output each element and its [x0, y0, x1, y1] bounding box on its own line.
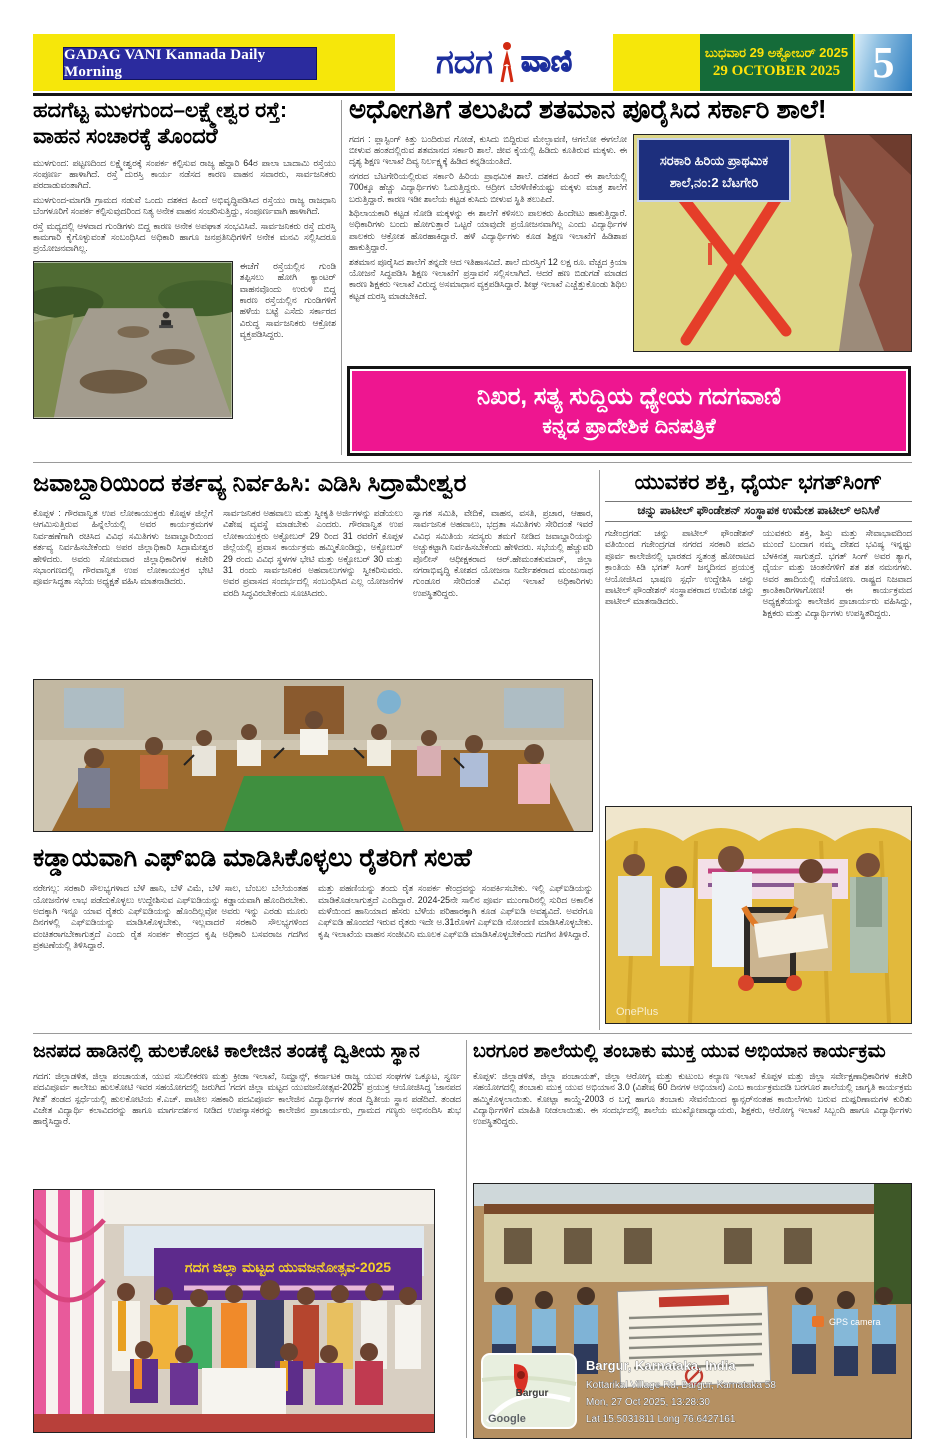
slogan-line1: ನಿಖರ, ಸತ್ಯ ಸುದ್ದಿಯ ಧ್ಯೇಯ ಗದಗವಾಣಿ: [476, 383, 782, 410]
tobacco-body: ಕೊಪ್ಪಳ: ಜಿಲ್ಲಾಡಳಿತ, ಜಿಲ್ಲಾ ಪಂಚಾಯತ್, ಜಿಲ್ಲಾ ಆರೋಗ್ಯ ಮತ್ತು ಕುಟುಂಬ ಕಲ್ಯಾಣ ಇಲಾಖೆ ಕೊಪ್ಪಳ ಮತ್ತು ಜಿಲ್ಲಾ ಸರ್ವೇಕ್ಷಣಾಧಿಕಾರಿಗಳ ಕಚೇರಿ ಸಹಯೋಗದಲ್ಲಿ ತಂಬಾಕು ಮುಕ್ತ ಯುವ ಅಭಿಯಾನ 3.0 (ವಿಶೇಷ 60 ದಿನಗಳ ಅಭಿಯಾನ) ಎಂಬ ಕಾರ್ಯಕ್ರಮದಡಿ ಬರಗೂರ ಶಾಲೆಯಲ್ಲಿ ಜಾಗೃತಿ ಕಾರ್ಯಕ್ರಮ ಹಮ್ಮಿಕೊಳ್ಳಲಾಯಿತು. ಕೋಟ್ಪಾ ಕಾಯ್ದೆ-2003 ರ ಬಗ್ಗೆ ಹಾಗೂ ತಂಬಾಕು ಸೇವನೆಯಿಂದ ಕ್ಯಾನ್ಸರ್‌ನಂತಹ ಕಾಯಿಲೆಗಳು ಬರುವ ದುಷ್ಪರಿಣಾಮಗಳ ಕುರಿತು ವಿದ್ಯಾರ್ಥಿಗಳಿಗೆ ಮಾಹಿತಿ ನೀಡಲಾಯಿತು. ಈ ಸಂದರ್ಭದಲ್ಲಿ ಶಾಲೆಯ ಮುಖ್ಯೋಪಾಧ್ಯಾಯರು, ಶಿಕ್ಷಕರು, ಆರೋಗ್ಯ ಇಲಾಖೆ ಸಿಬ್ಬಂದಿ ಹಾಗೂ ವಿದ್ಯಾರ್ಥಿಗಳು ಉಪಸ್ಥಿತರಿದ್ದರು.: [473, 1070, 912, 1127]
bhagat-column1: ಗಜೇಂದ್ರಗಡ: ಚನ್ನು ಪಾಟೀಲ್ ಫೌಂಡೇಶನ್ ವತಿಯಿಂದ ಗಜೇಂದ್ರಗಡ ನಗರದ ಸರಕಾರಿ ಪದವಿ ಪೂರ್ವ ಕಾಲೇಜಿನಲ್ಲಿ ಭಾರತದ ಸ್ವತಂತ್ರ ಹೋರಾಟದ ಕ್ರಾಂತಿಯ ಕಿಡಿ ಭಗತ್ ಸಿಂಗ್ ಜನ್ಮದಿನದ ಪ್ರಯುಕ್ತ ಆಯೋಜಿಸಿದ ಭಾಷಣ ಸ್ಪರ್ಧೆ ಉದ್ದೇಶಿಸಿ ಚನ್ನು ಪಾಟೀಲ್ ಫೌಂಡೇಶನ್ ಸಂಸ್ಥಾಪಕರಾದ ಉಮೇಶ ಚನ್ನು ಪಾಟೀಲ್ ಮಾತನಾಡಿದರು.: [605, 527, 755, 607]
gps-map-card: [482, 1354, 576, 1428]
article-school: [349, 93, 912, 352]
gps-coordinates: Lat 15.5031811 Long 76.6427161: [586, 1413, 736, 1425]
road-headline: [33, 98, 336, 151]
fid-column2: ಮತ್ತು ಪಹಣಿಯನ್ನು ತಂದು ರೈತ ಸಂಪರ್ಕ ಕೇಂದ್ರವನ್ನು ಸಂಪರ್ಕಿಸಬೇಕು. ಇಲ್ಲಿ ಎಫ್‌ಐಡಿಯನ್ನು ಮಾಡಿಕೊಡಲಾಗುತ್ತದೆ ಎಂದಿದ್ದಾರೆ. 2024-25ನೇ ಸಾಲಿನ ಪೂರ್ವ ಮುಂಗಾರಿನಲ್ಲಿ ಸುರಿದ ಅಕಾಲಿಕ ಮಳೆಯಿಂದ ಹಾನಿಯಾದ ಹೆಸರು ಬೆಳೆಯ ಪರಿಹಾರಕ್ಕಾಗಿ ಕೂಡ ಎಫ್‌ಐಡಿ ಅವಶ್ಯವಿದೆ. ಅವರೆಗೂ ಎಫ್‌ಐಡಿ ಹೊಂದದೆ ಇರುವ ರೈತರು ಇದೇ ಅ.31ರೊಳಗೆ ಎಫ್‌ಐಡಿ ನೋಂದಣಿ ಮಾಡಿಸಿಕೊಳ್ಳಬೇಕು. ಕೃಷಿ ಇಲಾಖೆಯ ವಾಹನ ಸಂಜೀವಿನಿ ಮೂಲಕ ಎಫ್‌ಐಡಿ ಮಾಡಿಸಿಕೊಳ್ಳಬೇಕೆಂದು ಗದಗಿನ ತಿಳಿಸಿದ್ದಾರೆ.: [318, 883, 593, 939]
logo-figure-icon: [497, 40, 517, 84]
school-wall-photo: [633, 134, 912, 352]
road-paragraph: ಈಚೆಗೆ ರಸ್ತೆಯಲ್ಲಿನ ಗುಂಡಿ ತಪ್ಪಿಸಲು ಹೋಗಿ ಕ್ಯಾಂಟರ್ ವಾಹನವೊಂದು ಉರುಳಿ ಬಿದ್ದ ಕಾರಣ ರಸ್ತೆಯಲ್ಲಿನ ಗುಂಡಿಗಳಿಗೆ ಹಳೆಯ ಬಟ್ಟೆ ಎಸೆದು ಸರ್ಕಾರದ ವಿರುದ್ಧ ಸಾರ್ವಜನಿಕರು ಆಕ್ರೋಶ ವ್ಯಕ್ತಪಡಿಸಿದ್ದರು.: [239, 260, 336, 340]
janapada-body: ಗದಗ: ಜಿಲ್ಲಾಡಳಿತ, ಜಿಲ್ಲಾ ಪಂಚಾಯತ, ಯುವ ಸಬಲೀಕರಣ ಮತ್ತು ಕ್ರೀಡಾ ಇಲಾಖೆ, ನಿಮ್ಹಾನ್ಸ್, ಕರ್ನಾಟಕ ರಾಜ್ಯ ಯುವ ಸಂಘಗಳ ಒಕ್ಕೂಟ, ಸ್ವರ್ಣ ಪದವಿಪೂರ್ವ ಕಾಲೇಜು ಹುಲಕೋಟಿ ಇವರ ಸಹಯೋಗದಲ್ಲಿ ಜರುಗಿದ 'ಗದಗ ಜಿಲ್ಲಾ ಮಟ್ಟದ ಯುವಜನೋತ್ಸವ-2025' ಪ್ರಯುಕ್ತ ಆಯೋಜಿಸಿದ್ದ 'ಜಾನಪದ ಗೀತೆ' ತಂಡದ ಸ್ಪರ್ಧೆಯಲ್ಲಿ ಹುಲಕೋಟಿಯ ಕೆ.ಎಚ್. ಪಾಟೀಲ ಸಹಕಾರಿ ಪದವಿಪೂರ್ವ ಕಾಲೇಜಿನ ವಿದ್ಯಾರ್ಥಿಗಳ ತಂಡ ದ್ವಿತೀಯ ಸ್ಥಾನ ಪಡೆದಿದೆ. ತಂಡದ ವಿಜೇತ ವಿದ್ಯಾರ್ಥಿ ಕಲಾವಿದರನ್ನು ಹಾಗೂ ಮಾರ್ಗದರ್ಶನ ನೀಡಿದ ಉಪನ್ಯಾಸಕರನ್ನು ಕಾಲೇಜಿನ ಪ್ರಾಚಾರ್ಯರು, ಗ್ರಾಮದ ಗಣ್ಯರು ಅಭಿನಂದಿಸಿ ಶುಭ ಹಾರೈಸಿದ್ದಾರೆ.: [33, 1070, 461, 1127]
gps-address: Kottarikal Village Rd, Bargur, Karnataka 58: [586, 1379, 776, 1391]
road-paragraph: ಮುಳಗುಂದ: ಪಟ್ಟಣದಿಂದ ಲಕ್ಷ್ಮೇಶ್ವರಕ್ಕೆ ಸಂಪರ್ಕ ಕಲ್ಪಿಸುವ ರಾಜ್ಯ ಹೆದ್ದಾರಿ 64ರ ಪಾಲಾ ಬಾದಾಮಿ ರಸ್ತೆಯು ಸಂಪೂರ್ಣ ಹಾಳಾಗಿದೆ. ರಸ್ತೆ ದುರಸ್ತಿ ಕಾರ್ಯ ನಡೆಸದ ಕಾರಣ ವಾಹನ ಸವಾರರು, ಸಾರ್ವಜನಿಕರು ಪರದಾಡುವಂತಾಗಿದೆ.: [33, 157, 336, 191]
article-tobacco: [473, 1040, 912, 1439]
school-paragraph: ನಗರದ ಬೆಟಗೇರಿಯಲ್ಲಿರುವ ಸರ್ಕಾರಿ ಹಿರಿಯ ಪ್ರಾಥಮಿಕ ಶಾಲೆ. ದಶಕದ ಹಿಂದೆ ಈ ಶಾಲೆಯಲ್ಲಿ 700ಕ್ಕೂ ಹೆಚ್ಚು ವಿದ್ಯಾರ್ಥಿಗಳು ಓದುತ್ತಿದ್ದರು. ಆದ್ರೀಗ ಬೆರಳೆಣಿಕೆಯಷ್ಟು ಮಕ್ಕಳು ಮಾತ್ರ ಶಾಲೆಗೆ ಬರುತ್ತಿದ್ದಾರೆ. ಕಾರಣ ಇಡೀ ಶಾಲೆಯ ಕಟ್ಟಡ ಕುಸಿದು ಬೀಳುವ ಸ್ಥಿತಿ ತಲುಪಿದೆ.: [349, 170, 627, 204]
date-english: 29 OCTOBER 2025: [712, 63, 841, 79]
column-divider: [341, 100, 342, 455]
section-divider: [33, 1033, 912, 1034]
date-box: [700, 34, 853, 91]
road-side-text: [240, 261, 336, 419]
sign-text-line2: ಶಾಲೆ,ನಂ:2 ಬೆಟಗೇರಿ: [669, 174, 759, 190]
school-paragraph: ಶತಮಾನ ಪೂರೈಸಿದ ಶಾಲೆಗೆ ತನ್ನದೇ ಆದ ಇತಿಹಾಸವಿದೆ. ಶಾಲೆ ದುರಸ್ತಿಗೆ 12 ಲಕ್ಷ ರೂ. ವೆಚ್ಚದ ಕ್ರಿಯಾ ಯೋಜನೆ ಸಿದ್ಧಪಡಿಸಿ ಶಿಕ್ಷಣ ಇಲಾಖೆಗೆ ಪ್ರಸ್ತಾವನೆ ಸಲ್ಲಿಸಲಾಗಿದೆ. ಆದರೆ ಹಣ ಬಿಡುಗಡೆ ಮಾಡದ ಕಾರಣ ಶಿಕ್ಷಕರು ಇಲಾಖೆ ವಿರುದ್ಧ ಅಸಮಾಧಾನ ವ್ಯಕ್ತಪಡಿಸಿದ್ದಾರೆ. ಶೀಘ್ರ ಇಲಾಖೆ ಎಚ್ಚೆತ್ತುಕೊಂಡು ಶಿಥಿಲ ಕಟ್ಟಡ ದುರಸ್ತಿ ಮಾಡಬೇಕಿದೆ.: [349, 256, 627, 301]
road-paragraph: ಮುಳಗುಂದ-ಮಾಗಡಿ ಗ್ರಾಮದ ನಡುವೆ ಒಂದು ದಶಕದ ಹಿಂದೆ ಅಭಿವೃದ್ಧಿಪಡಿಸಿದ ರಸ್ತೆಯು ರಾಜ್ಯ ರಾಜಧಾನಿ ಬೆಂಗಳೂರಿಗೆ ಸಂಪರ್ಕ ಕಲ್ಪಿಸುವುದರಿಂದ ನಿತ್ಯ ಅನೇಕ ವಾಹನ ಸಂಚರಿಸುತ್ತಿದ್ದು, ಸಂಪೂರ್ಣವಾಗಿ ಹಾಳಾಗಿದೆ.: [33, 194, 336, 217]
bhagat-subhead: ಚನ್ನು ಪಾಟೀಲ್ ಫೌಂಡೇಶನ್ ಸಂಸ್ಥಾಪಕ ಉಮೇಶ ಪಾಟೀಲ್ ಅನಿಸಿಕೆ: [605, 501, 912, 522]
bhagat-column2: ಯುವಕರು ಶಕ್ತಿ, ಶಿಸ್ತು ಮತ್ತು ಸೇವಾಭಾವದಿಂದ ಮುಂದೆ ಬಂದಾಗ ನಮ್ಮ ದೇಶದ ಭವಿಷ್ಯ ಇನ್ನಷ್ಟು ಬೆಳಕಿನತ್ತ ಸಾಗುತ್ತದೆ. ಭಗತ್ ಸಿಂಗ್ ಅವರ ತ್ಯಾಗ, ಧೈರ್ಯ ಮತ್ತು ಚಿಂತನೆಗಳಿಗೆ ಶತ ಶತ ನಮನಗಳು. ಅವರ ಹಾದಿಯಲ್ಲಿ ನಡೆಯೋಣ. ರಾಷ್ಟ್ರದ ನಿಜವಾದ ಕ್ರಾಂತಿಕಾರಿಗಳಾಗೋಣ! ಈ ಕಾರ್ಯಕ್ರಮದ ಅಧ್ಯಕ್ಷತೆಯನ್ನು ಕಾಲೇಜಿನ ಪ್ರಾಚಾರ್ಯರು ವಹಿಸಿದ್ದು, ಶಿಕ್ಷಕರು ಮತ್ತು ವಿದ್ಯಾರ್ಥಿಗಳು ಉಪಸ್ಥಿತರಿದ್ದರು.: [762, 527, 912, 618]
school-content-row: [349, 134, 912, 352]
sign-text-line1: ಸರಕಾರಿ ಹಿರಿಯ ಪ್ರಾಥಮಿಕ: [659, 152, 769, 168]
pink-curtain: [34, 1190, 104, 1432]
fid-body: [33, 883, 593, 1013]
stage-table: [202, 1368, 286, 1414]
fid-headline: ಕಡ್ಡಾಯವಾಗಿ ಎಫ್‌ಐಡಿ ಮಾಡಿಸಿಕೊಳ್ಳಲು ರೈತರಿಗೆ ಸಲಹೆ: [33, 844, 472, 872]
oneplus-watermark: OnePlus: [616, 1005, 659, 1018]
adc-headline: ಜವಾಬ್ದಾರಿಯಿಂದ ಕರ್ತವ್ಯ ನಿರ್ವಹಿಸಿ: ಎಡಿಸಿ ಸಿದ್ರಾಮೇಶ್ವರ: [33, 470, 467, 497]
logo-word-vani: ವಾಣಿ: [520, 45, 573, 78]
adc-body: [33, 508, 593, 673]
logo-word-gadag: ಗದಗ: [435, 42, 493, 80]
column-divider: [466, 1040, 467, 1438]
fid-column1: ನರೇಗಲ್ಲ: ಸರಕಾರಿ ಸೌಲಭ್ಯಗಳಾದ ಬೆಳೆ ಹಾನಿ, ಬೆಳೆ ವಿಮೆ, ಬೆಳೆ ಸಾಲ, ಬೆಂಬಲ ಬೆಲೆಯಂತಹ ಯೋಜನೆಗಳ ಲಾಭ ಪಡೆದುಕೊಳ್ಳಲು ಉದ್ದೇಶಿಸುವ ಎಫ್‌ಐಡಿಯನ್ನು ಕಡ್ಡಾಯವಾಗಿ ಹೊಂದಿರಬೇಕು. ಅದಕ್ಕಾಗಿ ಇನ್ನೂ ಯಾವ ರೈತರು ಎಫ್‌ಐಡಿಯನ್ನು ಹೊಂದಿಲ್ಲವೋ ಅವರು ಇನ್ನು ಎರಡು ಮೂರು ದಿನಗಳಲ್ಲಿ ಎಫ್‌ಐಡಿಯನ್ನು ಮಾಡಿಸಿಕೊಳ್ಳಬೇಕು, ಇಲ್ಲವಾದರೆ ಸರಕಾರಿ ಸೌಲಭ್ಯಗಳಿಂದ ವಂಚಿತರಾಗಬೇಕಾಗುತ್ತದೆ ಎಂದು ರೈತ ಸಂಪರ್ಕ ಕೇಂದ್ರದ ಕೃಷಿ ಅಧಿಕಾರಿ ಬಸವರಾಜ ಗದಗಿನ ಪ್ರಕಟಣೆಯಲ್ಲಿ ತಿಳಿಸಿದ್ದಾರೆ.: [33, 883, 308, 951]
gps-datetime: Mon, 27 Oct 2025, 13:28:30: [586, 1396, 710, 1408]
tobacco-headline: ಬರಗೂರ ಶಾಲೆಯಲ್ಲಿ ತಂಬಾಕು ಮುಕ್ತ ಯುವ ಅಭಿಯಾನ ಕಾರ್ಯಕ್ರಮ: [473, 1041, 886, 1062]
date-kannada: ಬುಧವಾರ 29 ಅಕ್ಟೋಬರ್ 2025: [704, 45, 849, 60]
newspaper-logo: [395, 28, 613, 96]
road-headline-line1: ಹದಗೆಟ್ಟ ಮುಳಗುಂದ–ಲಕ್ಷ್ಮೇಶ್ವರ ರಸ್ತೆ:: [33, 99, 288, 122]
gps-camera-badge-label: GPS camera: [829, 1316, 881, 1327]
slogan-line2: ಕನ್ನಡ ಪ್ರಾದೇಶಿಕ ದಿನಪತ್ರಿಕೆ: [542, 415, 716, 438]
damaged-road-photo: [33, 261, 233, 419]
school-paragraph: ಗದಗ : ಪ್ಲಾಸ್ಟಿಂಗ್ ಕಿತ್ತು ಬಂದಿರುವ ಗೋಡೆ, ಕುಸಿದು ಬಿದ್ದಿರುವ ಮೇಲ್ಛಾವಣಿ, ಆಗಲೋ ಈಗಲೋ ಬೀಳುವ ಹಂತದಲ್ಲಿರುವ ಶತಮಾನದ ಸರ್ಕಾರಿ ಶಾಲೆ. ಜೀವ ಕೈಯಲ್ಲಿ ಹಿಡಿದು ಕೂತಿರುವ ಮಕ್ಕಳು. ಈ ದೃಶ್ಯ ಶಿಕ್ಷಣ ಇಲಾಖೆ ದಿವ್ಯ ನಿರ್ಲಕ್ಷ್ಯಕ್ಕೆ ಹಿಡಿದ ಕನ್ನಡಿಯಂತಿದೆ.: [349, 133, 627, 167]
award-ceremony-photo: [605, 806, 912, 1024]
gps-camera-badge: [812, 1316, 881, 1327]
map-place-label: Bargur: [515, 1387, 549, 1399]
article-bhagat: [605, 469, 912, 1024]
school-sign-board: [638, 139, 790, 201]
slogan-banner: [347, 366, 911, 456]
school-campaign-photo: [473, 1183, 912, 1439]
road-body: [33, 158, 336, 255]
janapada-headline: ಜನಪದ ಹಾಡಿನಲ್ಲಿ ಹುಲಕೋಟಿ ಕಾಲೇಜಿನ ತಂಡಕ್ಕೆ ದ್ವಿತೀಯ ಸ್ಥಾನ: [33, 1041, 420, 1062]
column-divider: [599, 470, 600, 1030]
road-photo-row: [33, 261, 336, 419]
google-logo: Google: [488, 1412, 526, 1425]
gps-location: Bargur, Karnataka, India: [586, 1357, 736, 1373]
article-janapada: [33, 1040, 461, 1433]
adc-column1: ಕೊಪ್ಪಳ : ಗೌರವಾನ್ವಿತ ಉಪ ಲೋಕಾಯುಕ್ತರು ಕೊಪ್ಪಳ ಜಿಲ್ಲೆಗೆ ಆಗಮಿಸುತ್ತಿರುವ ಹಿನ್ನೆಲೆಯಲ್ಲಿ ಅವರ ಕಾರ್ಯಕ್ರಮಗಳ ನಿರ್ವಹಣೆಗಾಗಿ ರಚಿಸಿದ ವಿವಿಧ ಸಮಿತಿಗಳು ಜವಾಬ್ದಾರಿಯಿಂದ ಕರ್ತವ್ಯ ನಿರ್ವಹಿಸಬೇಕೆಂದು ಅಪರ ಜಿಲ್ಲಾಧಿಕಾರಿ ಸಿದ್ರಾಮೇಶ್ವರ ಹೇಳಿದರು. ಅವರು ಸೋಮವಾರ ಜಿಲ್ಲಾಧಿಕಾರಿಗಳ ಕಚೇರಿ ಸಭಾಂಗಣದಲ್ಲಿ ಗೌರವಾನ್ವಿತ ಉಪ ಲೋಕಾಯುಕ್ತರ ಭೇಟಿ ಪೂರ್ವಸಿದ್ಧತಾ ಸಭೆಯ ಅಧ್ಯಕ್ಷತೆ ವಹಿಸಿ ಮಾತನಾಡಿದರು.: [33, 508, 213, 587]
page-number: 5: [855, 34, 912, 91]
road-paragraph: ರಸ್ತೆ ಮಧ್ಯದಲ್ಲಿ ಆಳವಾದ ಗುಂಡಿಗಳು ಬಿದ್ದ ಕಾರಣ ಅನೇಕ ಅಪಘಾತ ಸಂಭವಿಸಿವೆ. ಸಾರ್ವಜನಿಕರು ರಸ್ತೆ ದುರಸ್ತಿ ಕಾಮಗಾರಿ ಕೈಗೊಳ್ಳುವಂತೆ ಸಂಬಂಧಿಸಿದ ಅಧಿಕಾರಿ ಹಾಗೂ ಜನಪ್ರತಿನಿಧಿಗಳಿಗೆ ಅನೇಕ ಮನವಿ ಸಲ್ಲಿಸಿದರೂ ಪ್ರಯೋಜನವಾಗಿಲ್ಲ.: [33, 220, 336, 254]
bhagat-headline: ಯುವಕರ ಶಕ್ತಿ, ಧೈರ್ಯ ಭಗತ್‌ಸಿಂಗ್: [634, 470, 883, 494]
school-body: [349, 134, 627, 352]
section-divider: [33, 462, 912, 463]
adc-column2: ಸಾರ್ವಜನಿಕರ ಅಹವಾಲು ಮತ್ತು ಸ್ವೀಕೃತಿ ಅರ್ಜಿಗಳನ್ನು ಪಡೆಯಲು ವಿಶೇಷ ವ್ಯವಸ್ಥೆ ಮಾಡಬೇಕು ಎಂದರು. ಗೌರವಾನ್ವಿತ ಉಪ ಲೋಕಾಯುಕ್ತರು ಅಕ್ಟೋಬರ್ 29 ರಿಂದ 31 ರವರೆಗೆ ಕೊಪ್ಪಳ ಜಿಲ್ಲೆಯಲ್ಲಿ ಪ್ರವಾಸ ಕಾರ್ಯಕ್ರಮ ಹಮ್ಮಿಕೊಂಡಿದ್ದು, ಅಕ್ಟೋಬರ್ 29 ರಂದು ವಿವಿಧ ಸ್ಥಳಗಳ ಭೇಟಿ ಮತ್ತು ಅಕ್ಟೋಬರ್ 30 ಮತ್ತು 31 ರಂದು ಸಾರ್ವಜನಿಕರ ಅಹವಾಲುಗಳನ್ನು ಸ್ವೀಕರಿಸುವರು. ಅವರ ಪ್ರವಾಸದ ಸಂದರ್ಭದಲ್ಲಿ ಸಂಬಂಧಿಸಿದ ಎಲ್ಲ ಯೋಜನೆಗಳ ವರದಿ ಸಿದ್ಧವಿರಬೇಕೆಂದು ಸೂಚಿಸಿದರು.: [223, 508, 403, 598]
article-road: [33, 98, 336, 419]
youth-festival-photo: [33, 1189, 435, 1433]
school-headline: ಅಧೋಗತಿಗೆ ತಲುಪಿದೆ ಶತಮಾನ ಪೂರೈಸಿದ ಸರ್ಕಾರಿ ಶಾಲೆ!: [349, 94, 827, 124]
meeting-photo: [33, 679, 593, 832]
stage-banner-text: ಗದಗ ಜಿಲ್ಲಾ ಮಟ್ಟದ ಯುವಜನೋತ್ಸವ-2025: [184, 1258, 392, 1275]
article-adc: [33, 469, 593, 832]
school-paragraph: ಶಿಥಿಲಾಯಕಾರಿ ಕಟ್ಟಡ ನೋಡಿ ಮಕ್ಕಳನ್ನು ಈ ಶಾಲೆಗೆ ಕಳಿಸಲು ಪಾಲಕರು ಹಿಂದೇಟು ಹಾಕುತ್ತಿದ್ದಾರೆ. ಅಧಿಕಾರಿಗಳು ಬಂದು ಹೋಗುತ್ತಾರೆ ಒಟ್ಟರೆ ಯಾವುದೇ ಪ್ರಯೋಜನವಾಗಿಲ್ಲ ಎಂದು ವಿದ್ಯಾರ್ಥಿಗಳ ಪಾಲಕರು ಆಕ್ರೋಶ ಹೊರಹಾಕಿದ್ದಾರೆ. ಹಳೆ ವಿದ್ಯಾರ್ಥಿಗಳು ಕೂಡ ಶಿಕ್ಷಣ ಇಲಾಖೆಗೆ ಹಿಡಿಶಾಪ ಹಾಕುತ್ತಿದ್ದಾರೆ.: [349, 207, 627, 253]
masthead-banner: GADAG VANI Kannada Daily Morning: [63, 47, 317, 80]
article-fid: [33, 843, 593, 1013]
masthead: [33, 34, 912, 91]
road-headline-line2: ವಾಹನ ಸಂಚಾರಕ್ಕೆ ತೊಂದರೆ: [33, 125, 218, 149]
adc-column3: ಸ್ವಾಗತ ಸಮಿತಿ, ವೇದಿಕೆ, ವಾಹನ, ವಸತಿ, ಪ್ರಚಾರ, ಆಹಾರ, ಸಾರ್ವಜನಿಕ ಅಹವಾಲು, ಭದ್ರತಾ ಸಮಿತಿಗಳು ಸೇರಿದಂತೆ ಇವರೆ ವಿವಿಧ ಸಮಿತಿಯ ಸದಸ್ಯರು ತಮಗೆ ನೀಡಿದ ಜವಾಬ್ದಾರಿಯನ್ನು ಅಚ್ಚುಕಟ್ಟಾಗಿ ನಿರ್ವಹಿಸಬೇಕೆಂದು ಹೇಳಿದರು. ಸಭೆಯಲ್ಲಿ ಹೆಚ್ಚುವರಿ ಪೊಲೀಸ್ ಆಧೀಕ್ಷಕರಾದ ಆರ್.ಹೇಮಂತಕುಮಾರ್, ಜಿಲ್ಲಾ ನಗರಾಭಿವೃದ್ಧಿ ಕೋಶದ ಯೋಜನಾ ನಿರ್ದೇಶಕರಾದ ಮಂಜುನಾಥ ಗುಂಡೂರ ಸೇರಿದಂತೆ ವಿವಿಧ ಇಲಾಖೆ ಅಧಿಕಾರಿಗಳು ಉಪಸ್ಥಿತರಿದ್ದರು.: [413, 508, 593, 598]
bhagat-body: [605, 528, 912, 800]
